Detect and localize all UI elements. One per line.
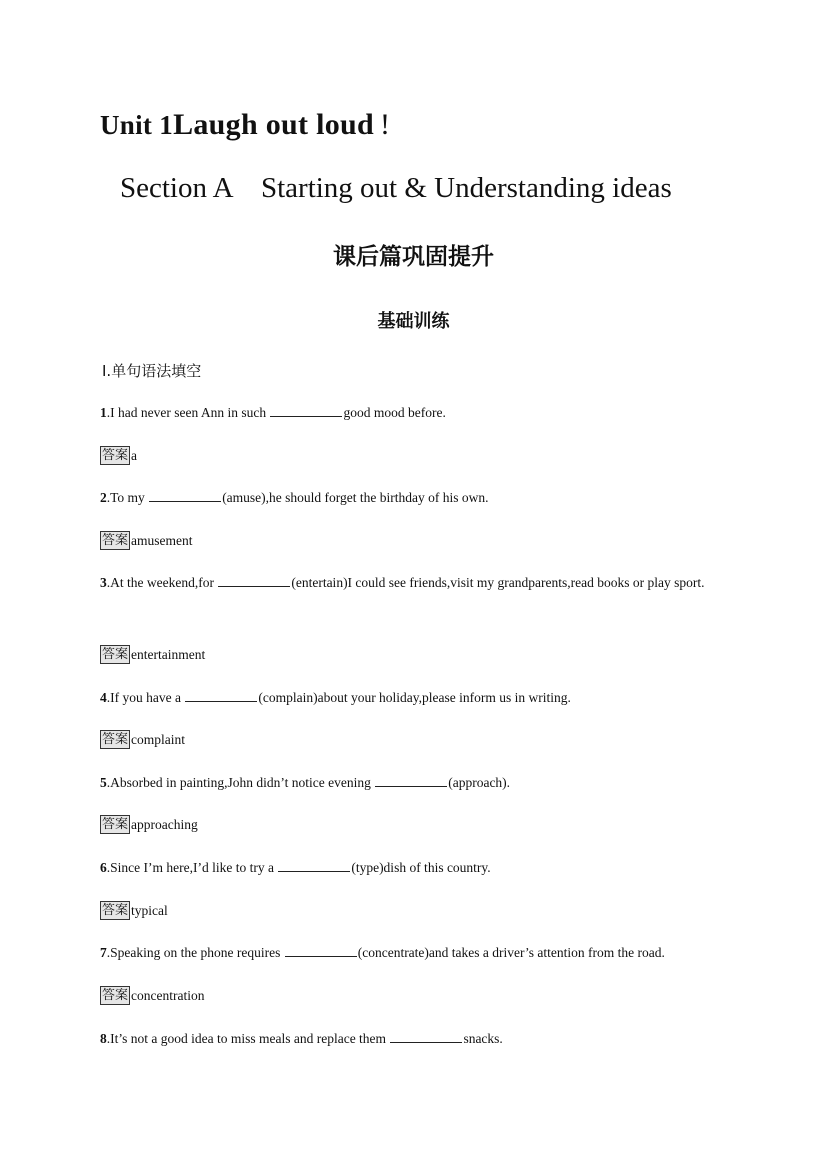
answer-2 bbox=[100, 531, 193, 550]
question-text-before: .Speaking on the phone requires bbox=[106, 945, 284, 960]
answer-blank bbox=[390, 1029, 462, 1043]
answer-blank bbox=[285, 943, 357, 957]
question-text-after: (approach). bbox=[448, 775, 511, 790]
section-heading: Ⅰ.单句语法填空 bbox=[102, 362, 202, 380]
question-4 bbox=[100, 683, 730, 712]
answer-tag: 答案 bbox=[102, 533, 129, 548]
answer-tag: 答案 bbox=[102, 647, 129, 662]
question-number: 5 bbox=[100, 775, 107, 790]
answer-text: approaching bbox=[131, 816, 198, 832]
answer-text: amusement bbox=[131, 532, 193, 548]
answer-text: a bbox=[131, 447, 138, 463]
question-number: 3 bbox=[100, 575, 107, 590]
answer-6 bbox=[100, 901, 168, 920]
answer-blank bbox=[278, 858, 350, 872]
answer-5 bbox=[100, 815, 198, 834]
unit-title bbox=[100, 108, 390, 142]
question-text-before: .Absorbed in painting,John didn’t notice evening bbox=[106, 775, 375, 790]
unit-name: Laugh out loud bbox=[173, 108, 375, 141]
answer-tag: 答案 bbox=[102, 988, 129, 1003]
question-text-after: (complain)about your holiday,please inform us in writing. bbox=[258, 690, 571, 705]
answer-text: concentration bbox=[131, 987, 205, 1003]
question-text-before: .I had never seen Ann in such bbox=[106, 405, 270, 420]
question-text-after: (type)dish of this country. bbox=[351, 860, 491, 875]
question-number: 2 bbox=[100, 490, 107, 505]
category-heading: 基础训练 bbox=[377, 311, 450, 332]
question-7 bbox=[100, 938, 740, 967]
question-text-after: (amuse),he should forget the birthday of his own. bbox=[222, 490, 489, 505]
answer-blank bbox=[375, 773, 447, 787]
answer-3 bbox=[100, 645, 205, 664]
question-number: 7 bbox=[100, 945, 107, 960]
question-text-before: .Since I’m here,I’d like to try a bbox=[106, 860, 278, 875]
answer-1 bbox=[100, 446, 137, 465]
question-6 bbox=[100, 853, 730, 882]
answer-tag: 答案 bbox=[102, 903, 129, 918]
answer-text: entertainment bbox=[131, 646, 206, 662]
question-text-before: .To my bbox=[106, 490, 149, 505]
question-text-after: (entertain)I could see friends,visit my grandparents,read books or play sport. bbox=[291, 575, 705, 590]
question-1 bbox=[100, 398, 730, 427]
question-text-after: (concentrate)and takes a driver’s attention from the road. bbox=[357, 945, 665, 960]
question-text-before: .At the weekend,for bbox=[106, 575, 218, 590]
unit-exclaim: ! bbox=[380, 108, 391, 141]
question-text-after: good mood before. bbox=[343, 405, 446, 420]
answer-4 bbox=[100, 730, 185, 749]
answer-tag: 答案 bbox=[102, 732, 129, 747]
question-text-before: .It’s not a good idea to miss meals and replace them bbox=[106, 1031, 390, 1046]
answer-blank bbox=[185, 688, 257, 702]
question-text-before: .If you have a bbox=[106, 690, 185, 705]
answer-tag: 答案 bbox=[102, 817, 129, 832]
question-5 bbox=[100, 768, 730, 797]
question-number: 8 bbox=[100, 1031, 107, 1046]
answer-blank bbox=[218, 573, 290, 587]
question-number: 1 bbox=[100, 405, 107, 420]
question-2 bbox=[100, 483, 730, 512]
answer-text: complaint bbox=[131, 731, 186, 747]
question-number: 4 bbox=[100, 690, 107, 705]
question-8 bbox=[100, 1024, 730, 1053]
answer-blank bbox=[270, 403, 342, 417]
unit-label: Unit 1 bbox=[100, 110, 174, 140]
question-number: 6 bbox=[100, 860, 107, 875]
question-text-after: snacks. bbox=[463, 1031, 503, 1046]
answer-blank bbox=[149, 488, 221, 502]
question-3 bbox=[100, 568, 730, 597]
answer-tag: 答案 bbox=[102, 448, 129, 463]
section-title: Section A Starting out & Understanding ideas bbox=[120, 172, 672, 204]
answer-text: typical bbox=[131, 902, 168, 918]
page-subtitle: 课后篇巩固提升 bbox=[333, 244, 494, 270]
answer-7 bbox=[100, 986, 204, 1005]
